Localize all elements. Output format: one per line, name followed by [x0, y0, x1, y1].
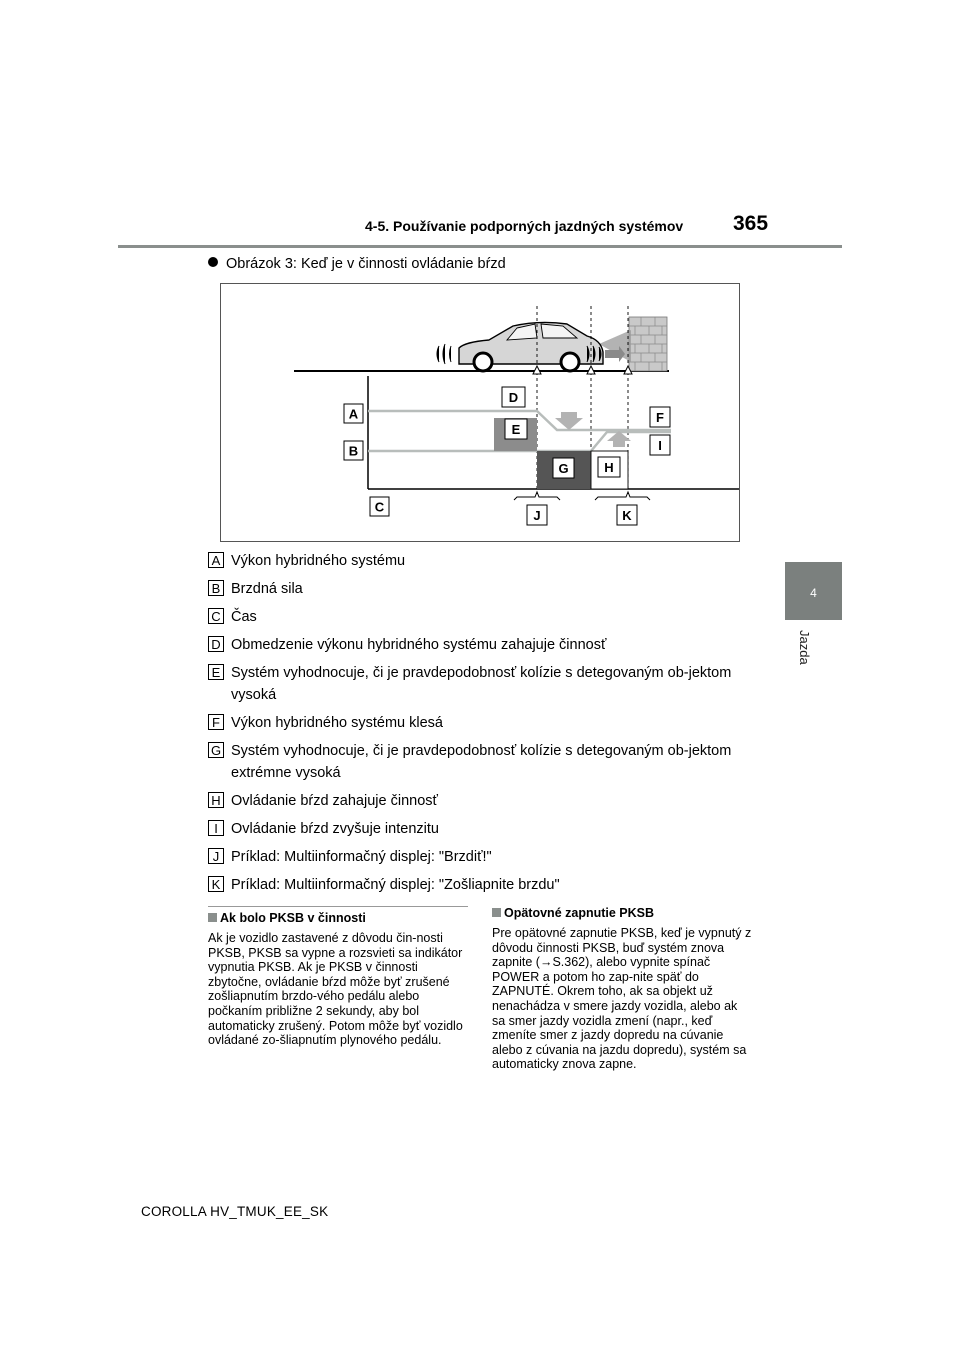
note-title: Opätovné zapnutie PKSB	[504, 906, 655, 920]
svg-text:D: D	[508, 390, 519, 405]
label-b	[344, 441, 363, 460]
legend-key: A	[208, 552, 224, 568]
figure-caption-text: Obrázok 3: Keď je v činnosti ovládanie bŕzd	[226, 256, 506, 272]
legend-text: Príklad: Multiinformačný displej: "Zošliapnite brzdu"	[231, 877, 560, 893]
legend-key: C	[208, 608, 224, 624]
legend-item	[208, 846, 748, 868]
label-c	[370, 497, 389, 516]
note-title: Ak bolo PKSB v činnosti	[220, 911, 366, 925]
legend-key: I	[208, 820, 224, 836]
legend-text: Výkon hybridného systému klesá	[231, 715, 443, 731]
chapter-label	[790, 628, 838, 678]
legend-key: H	[208, 792, 224, 808]
legend-item	[208, 634, 748, 656]
label-f	[650, 407, 670, 427]
note-body: Ak je vozidlo zastavené z dôvodu čin-nosti PKSB, PKSB sa vypne a rozsvieti sa indikátor vypnutia PKSB. Ak je PKSB v činnosti zbytočne, ovládanie bŕzd môže byť zrušené zošliapnutím brzdo-vého pedálu alebo počkaním približne 2 sekundy, aby bol automaticky zrušený. Potom môže byť vozidlo ovládané zo-šliapnutím plynového pedálu.	[208, 931, 463, 1048]
figure-frame	[220, 283, 740, 542]
brace-k	[595, 492, 650, 500]
legend-text: Systém vyhodnocuje, či je pravdepodobnosť kolízie s detegovaným ob-jektom vysoká	[231, 665, 732, 703]
svg-text:E: E	[511, 422, 521, 437]
label-d	[502, 387, 525, 407]
label-e	[505, 419, 527, 439]
legend-text: Systém vyhodnocuje, či je pravdepodobnosť kolízie s detegovaným ob-jektom extrémne vysoká	[231, 743, 732, 781]
square-bullet-icon	[208, 913, 217, 922]
legend-text: Ovládanie bŕzd zahajuje činnosť	[231, 793, 438, 809]
legend-text: Brzdná sila	[231, 581, 303, 597]
legend-key: F	[208, 714, 224, 730]
legend-key: D	[208, 636, 224, 652]
legend-text: Výkon hybridného systému	[231, 553, 406, 569]
chapter-number: 4	[810, 586, 817, 600]
power-decrease-arrow-icon	[555, 412, 583, 430]
legend-item	[208, 712, 748, 734]
svg-text:A: A	[348, 406, 359, 422]
svg-text:K: K	[622, 508, 632, 523]
svg-text:G: G	[558, 461, 569, 476]
svg-text:J: J	[533, 508, 541, 523]
legend-item	[208, 662, 748, 706]
label-k	[617, 505, 637, 525]
figure-caption	[208, 256, 506, 272]
note-pksb-reenable	[492, 906, 752, 1072]
square-bullet-icon	[492, 908, 501, 917]
legend-item	[208, 818, 748, 840]
legend-key: K	[208, 876, 224, 892]
note-divider	[208, 906, 468, 907]
label-h	[598, 457, 620, 477]
note-body: Pre opätovné zapnutie PKSB, keď je vypnutý z dôvodu činnosti PKSB, buď systém znova zapnite (→S.362), alebo vypnite spínač POWER a potom ho zap-nite späť do ZAPNUTÉ. Okrem toho, ak sa objekt už nenachádza v smere jazdy vozidla, alebo ak sa smer jazdy vozidla zmení (napr., keď zmeníte smer z jazdy dopredu na cúvanie alebo z cúvania na jazdu dopredu), systém sa automaticky znova zapne.	[492, 926, 752, 1072]
legend-item	[208, 790, 748, 812]
legend-key: E	[208, 664, 224, 680]
legend-text: Čas	[231, 609, 257, 625]
svg-text:I: I	[658, 438, 662, 453]
figure-legend	[208, 550, 748, 902]
svg-text:F: F	[656, 410, 664, 425]
chapter-tab	[785, 562, 842, 620]
legend-key: J	[208, 848, 224, 864]
legend-key: B	[208, 580, 224, 596]
bullet-icon	[208, 257, 218, 267]
legend-text: Obmedzenie výkonu hybridného systému zahajuje činnosť	[231, 637, 607, 653]
label-g	[553, 458, 574, 478]
note-heading	[208, 911, 468, 925]
svg-text:B: B	[348, 443, 359, 459]
legend-item	[208, 740, 748, 784]
chapter-name: Jazda	[797, 630, 812, 665]
legend-key: G	[208, 742, 224, 758]
car-icon	[437, 322, 625, 371]
legend-text: Príklad: Multiinformačný displej: "Brzdiť!"	[231, 849, 492, 865]
note-pksb-active	[208, 906, 468, 1048]
brick-wall-icon	[629, 317, 667, 371]
page-number: 365	[733, 212, 769, 235]
brake-control-diagram	[221, 284, 739, 541]
svg-text:C: C	[374, 499, 385, 515]
label-i	[650, 435, 670, 455]
legend-item	[208, 550, 748, 572]
legend-text: Ovládanie bŕzd zvyšuje intenzitu	[231, 821, 439, 837]
section-title: 4-5. Používanie podporných jazdných systémov	[365, 218, 684, 234]
footer-model-code: COROLLA HV_TMUK_EE_SK	[141, 1204, 329, 1219]
legend-item	[208, 874, 748, 896]
svg-text:H: H	[604, 460, 614, 475]
header-divider	[118, 245, 842, 248]
note-heading	[492, 906, 752, 920]
brace-j	[514, 492, 560, 500]
label-a	[344, 404, 363, 423]
brake-increase-arrow-icon	[607, 431, 631, 447]
legend-item	[208, 578, 748, 600]
legend-item	[208, 606, 748, 628]
label-j	[527, 505, 547, 525]
